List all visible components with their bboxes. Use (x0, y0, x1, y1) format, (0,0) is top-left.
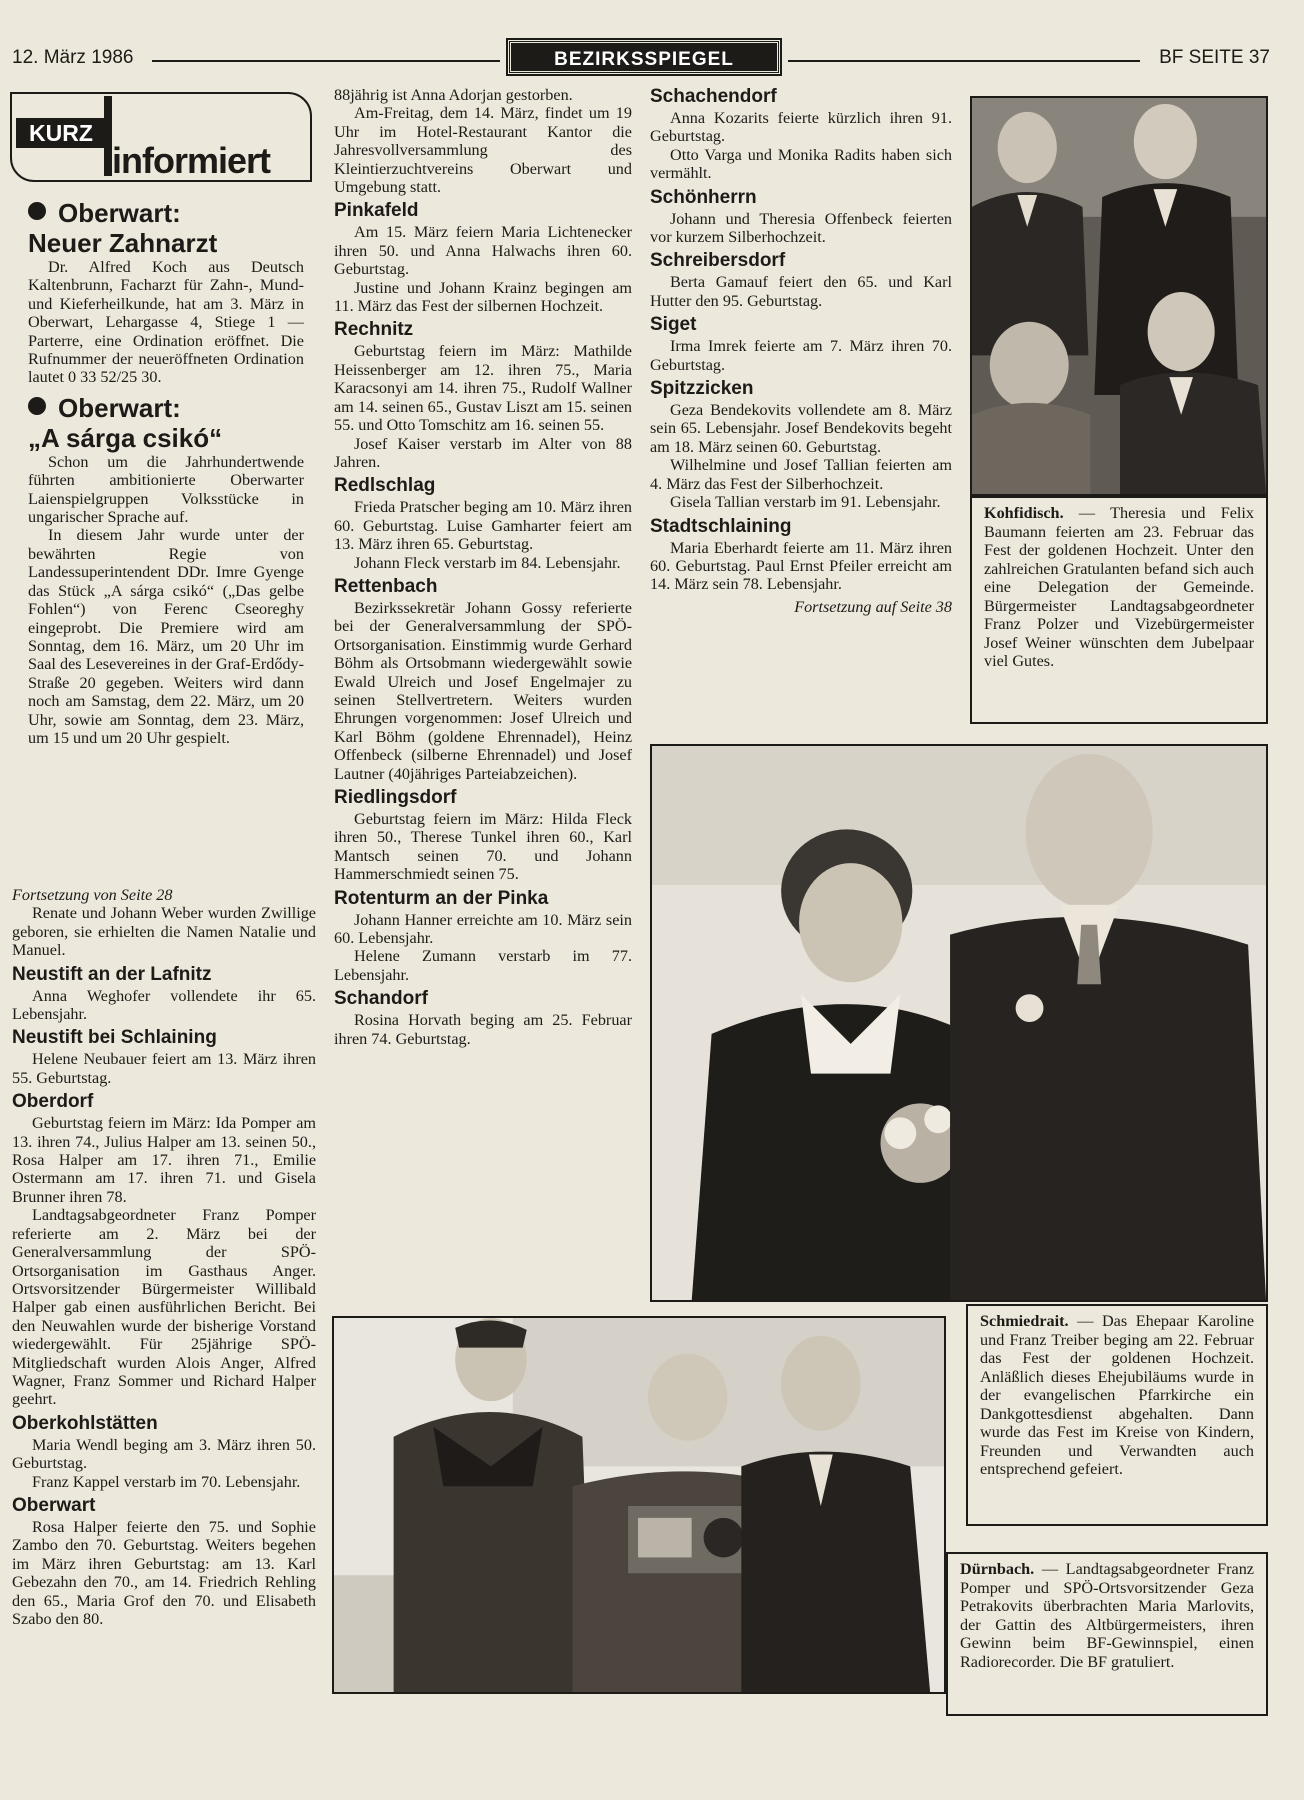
article-text: Am-Freitag, dem 14. März, findet um 19 Uhr im Hotel-Restaurant Kantor die Jahresvollversammlung des Kleintierzuchtvereins Oberwart und Umgebung statt. (334, 104, 632, 197)
article-text: Dr. Alfred Koch aus Deutsch Kaltenbrunn, Facharzt für Zahn-, Mund- und Kieferheilkunde, hat am 3. März in Oberwart, Lehargasse 4, Stiege 1 — Parterre, eine Ordination eröffnet. Die Rufnummer der neueröffneten Ordination lautet 0 33 52/25 30. (28, 258, 304, 387)
place-heading: Riedlingsdorf (334, 787, 457, 808)
caption-text: — Theresia und Felix Baumann feierten am 23. Februar das Fest der goldenen Hochzeit. Unter den zahlreichen Gratulanten befand sich auch eine Delegation der Gemeinde. Bürgermeister Landtagsabgeordneter Franz Polzer und Vizebürgermeister Josef Weiner wünschten dem Jubelpaar viel Gutes. (984, 504, 1254, 670)
caption-kohfidisch (970, 496, 1268, 724)
article-text: Geburtstag feiern im März: Ida Pomper am 13. ihren 74., Julius Halper am 13. seinen 50., Rosa Halper am 17. ihren 71., Emilie Ostermann am 17. ihren 71. und Gisela Brunner ihren 78. (12, 1114, 316, 1206)
photo-kohfidisch-image (972, 98, 1266, 494)
article-text: Johann Fleck verstarb im 84. Lebensjahr. (354, 553, 621, 572)
article-text: 88jährig ist Anna Adorjan gestorben. (334, 86, 573, 104)
article-text: Bezirkssekretär Johann Gossy referierte bei der Generalversammlung der SPÖ-Ortsorganisation. Einstimmig wurde Gerhard Böhm als Ortsobmann wiedergewählt sowie Ewald Ulreich und Josef Engelmajer zu seinen Stellvertretern. Weiters wurden Ehrungen vorgenommen: Josef Ulreich und Karl Böhm (goldene Ehrennadel), Heinz Offenbeck (silberne Ehrennadel) und Josef Lautner (40jähriges Parteiabzeichen). (334, 598, 632, 783)
place-heading: Oberwart (12, 1494, 96, 1516)
article-text: Irma Imrek feierte am 7. März ihren 70. Geburtstag. (650, 337, 952, 374)
article-headline: Oberwart: (28, 198, 304, 228)
article-text: Landtagsabgeordneter Franz Pomper referierte am 2. März bei der Generalversammlung der SPÖ-Ortsorganisation im Gasthaus Anger. Ortsvorsitzender Bürgermeister Willibald Halper gab einen ausführlichen Bericht. Bei den Neuwahlen wurde der bisherige Vorstand wiedergewählt. Für 25jährige SPÖ-Mitgliedschaft wurden Alois Anger, Alfred Wagner, Franz Sommer und Richard Halper geehrt. (12, 1206, 316, 1409)
caption-place: Schmiedrait. (980, 1312, 1069, 1330)
article-text: Berta Gamauf feiert den 65. und Karl Hutter den 95. Geburtstag. (650, 273, 952, 310)
photo-schmiedrait-image (652, 746, 1266, 1300)
place-heading: Schönherrn (650, 186, 757, 208)
column-3 (650, 86, 952, 616)
place-heading: Oberkohlstätten (12, 1412, 158, 1434)
place-heading: Pinkafeld (334, 200, 419, 222)
caption-duernbach (946, 1552, 1268, 1716)
caption-place: Kohfidisch. (984, 504, 1064, 522)
article-text: Johann Hanner erreichte am 10. März sein 60. Lebensjahr. (334, 910, 632, 948)
article-text: Rosa Halper feierte den 75. und Sophie Zambo den 70. Geburtstag. Weiters begehen im März ihren Geburtstag: am 13. Karl Gebezahn den 70., am 14. Friedrich Rehling den 65., Maria Grof den 70. und Elisabeth Szabo den 80. (12, 1517, 316, 1628)
column-1-bottom (12, 886, 316, 1628)
kurz-bar (104, 96, 112, 176)
article-text: Am 15. März feiern Maria Lichtenecker ihren 50. und Anna Halwachs ihren 60. Geburtstag. (334, 223, 632, 279)
continuation-note: Fortsetzung auf Seite 38 (794, 597, 952, 616)
issue-date: 12. März 1986 (12, 47, 134, 68)
header-rule-left (152, 60, 500, 62)
continuation-note: Fortsetzung von Seite 28 (12, 886, 173, 904)
kurz-title: informiert (112, 140, 271, 181)
bullet-icon (28, 202, 46, 220)
place-heading: Stadtschlaining (650, 515, 792, 537)
place-heading: Rettenbach (334, 575, 438, 597)
article-text: Helene Neubauer feiert am 13. März ihren 55. Geburtstag. (12, 1050, 316, 1087)
article-text: Otto Varga und Monika Radits haben sich vermählt. (650, 145, 952, 183)
article-text: Anna Weghofer vollendete ihr 65. Lebensjahr. (12, 986, 316, 1024)
column-1-top (28, 198, 304, 747)
article-text: Geburtstag feiern im März: Hilda Fleck ihren 50., Therese Tunkel ihren 60., Karl Mantsch seinen 70. und Johann Hammerschmiedt seinen 75. (334, 810, 632, 884)
column-2 (334, 86, 632, 1048)
article-text: Rosina Horvath beging am 25. Februar ihren 74. Geburtstag. (334, 1011, 632, 1048)
article-text: In diesem Jahr wurde unter der bewährten Regie von Landessuperintendent DDr. Imre Gyenge das Stück „A sárga csikó“ („Das gelbe Fohlen“) von Ferenc Cseoreghy eingeprobt. Die Premiere wird am Sonntag, dem 16. März, um 20 Uhr im Saal des Lesevereines in der Graf-Erdődy-Straße 20 gegeben. Weiters wird dann noch am Samstag, dem 22. März, um 20 Uhr, sowie am Sonntag, dem 23. März, um 15 und um 20 Uhr gespielt. (28, 526, 304, 747)
article-text: Geburtstag feiern im März: Mathilde Heissenberger am 12. ihren 75., Maria Karacsonyi am 14. ihren 75., Rudolf Wallner am 14. seinen 65., Gustav Liszt am 15. seinen 55. und Otto Tomschitz am 16. seinen 55. (334, 342, 632, 435)
place-heading: Neustift bei Schlaining (12, 1027, 217, 1049)
place-heading: Neustift an der Lafnitz (12, 963, 212, 985)
place-heading: Spitzzicken (650, 378, 754, 400)
article-text: Johann und Theresia Offenbeck feierten vor kurzem Silberhochzeit. (650, 209, 952, 247)
article-text: Josef Kaiser verstarb im Alter von 88 Jahren. (334, 434, 632, 471)
article-text: Helene Zumann verstarb im 77. Lebensjahr. (334, 947, 632, 984)
caption-schmiedrait (966, 1304, 1268, 1526)
caption-text: — Das Ehepaar Karoline und Franz Treiber beging am 22. Februar das Fest der goldenen Hochzeit. Anläßlich dieses Ehejubiläums wurde in der evangelischen Pfarrkirche ein Dankgottesdienst abgehalten. Dann wurde das Fest im Kreise von Kindern, Freunden und Verwandten auch entsprechend gefeiert. (980, 1312, 1255, 1478)
article-text: Schon um die Jahrhundertwende führten ambitionierte Oberwarter Laienspielgruppen Volksstücke in ungarischer Sprache auf. (28, 452, 304, 527)
place-heading: Rechnitz (334, 319, 414, 341)
photo-duernbach (332, 1316, 946, 1694)
article-headline: Neuer Zahnarzt (28, 228, 218, 258)
article-text: Justine und Johann Krainz begingen am 11. März das Fest der silbernen Hochzeit. (334, 278, 632, 316)
article-text: Maria Wendl beging am 3. März ihren 50. Geburtstag. (12, 1435, 316, 1473)
place-heading: Oberdorf (12, 1091, 94, 1113)
article-text: Frieda Pratscher beging am 10. März ihren 60. Geburtstag. Luise Gamharter feiert am 13. März ihren 65. Geburtstag. (334, 498, 632, 554)
photo-kohfidisch (970, 96, 1268, 496)
header-rule-right (788, 60, 1140, 62)
kurz-label: KURZ (16, 118, 106, 148)
article-text: Maria Eberhardt feierte am 11. März ihren 60. Geburtstag. Paul Ernst Pfeiler erreicht am 14. März sein 78. Lebensjahr. (650, 538, 952, 594)
place-heading: Schandorf (334, 988, 428, 1010)
article-text: Wilhelmine und Josef Tallian feierten am 4. März das Fest der Silberhochzeit. (650, 456, 952, 493)
article-text: Gisela Tallian verstarb im 91. Lebensjahr. (670, 493, 941, 512)
page-number: BF SEITE 37 (1159, 47, 1270, 68)
place-heading: Redlschlag (334, 475, 436, 497)
section-title: BEZIRKSSPIEGEL (508, 40, 780, 74)
photo-duernbach-image (334, 1318, 944, 1692)
article-headline: „A sárga csikó“ (28, 422, 223, 453)
article-text: Geza Bendekovits vollendete am 8. März sein 65. Lebensjahr. Josef Bendekovits begeht am 18. März seinen 60. Geburtstag. (650, 401, 952, 456)
article-text: Renate und Johann Weber wurden Zwillige geboren, sie erhielten die Namen Natalie und Manuel. (12, 904, 316, 960)
article-headline: Oberwart: (28, 393, 304, 423)
photo-schmiedrait (650, 744, 1268, 1302)
place-heading: Schachendorf (650, 86, 777, 107)
place-heading: Rotenturm an der Pinka (334, 887, 549, 909)
caption-text: — Landtagsabgeordneter Franz Pomper und SPÖ-Ortsvorsitzender Geza Petrakovits überbrachten Maria Marlovits, der Gattin des Altbürgermeisters, ihren Gewinn beim BF-Gewinnspiel, einen Radiorecorder. Die BF gratuliert. (960, 1560, 1254, 1671)
place-heading: Siget (650, 314, 697, 336)
place-heading: Schreibersdorf (650, 250, 786, 272)
article-text: Franz Kappel verstarb im 70. Lebensjahr. (32, 1472, 301, 1491)
caption-place: Dürnbach. (960, 1560, 1035, 1578)
bullet-icon (28, 397, 46, 415)
article-text: Anna Kozarits feierte kürzlich ihren 91. Geburtstag. (650, 109, 952, 146)
